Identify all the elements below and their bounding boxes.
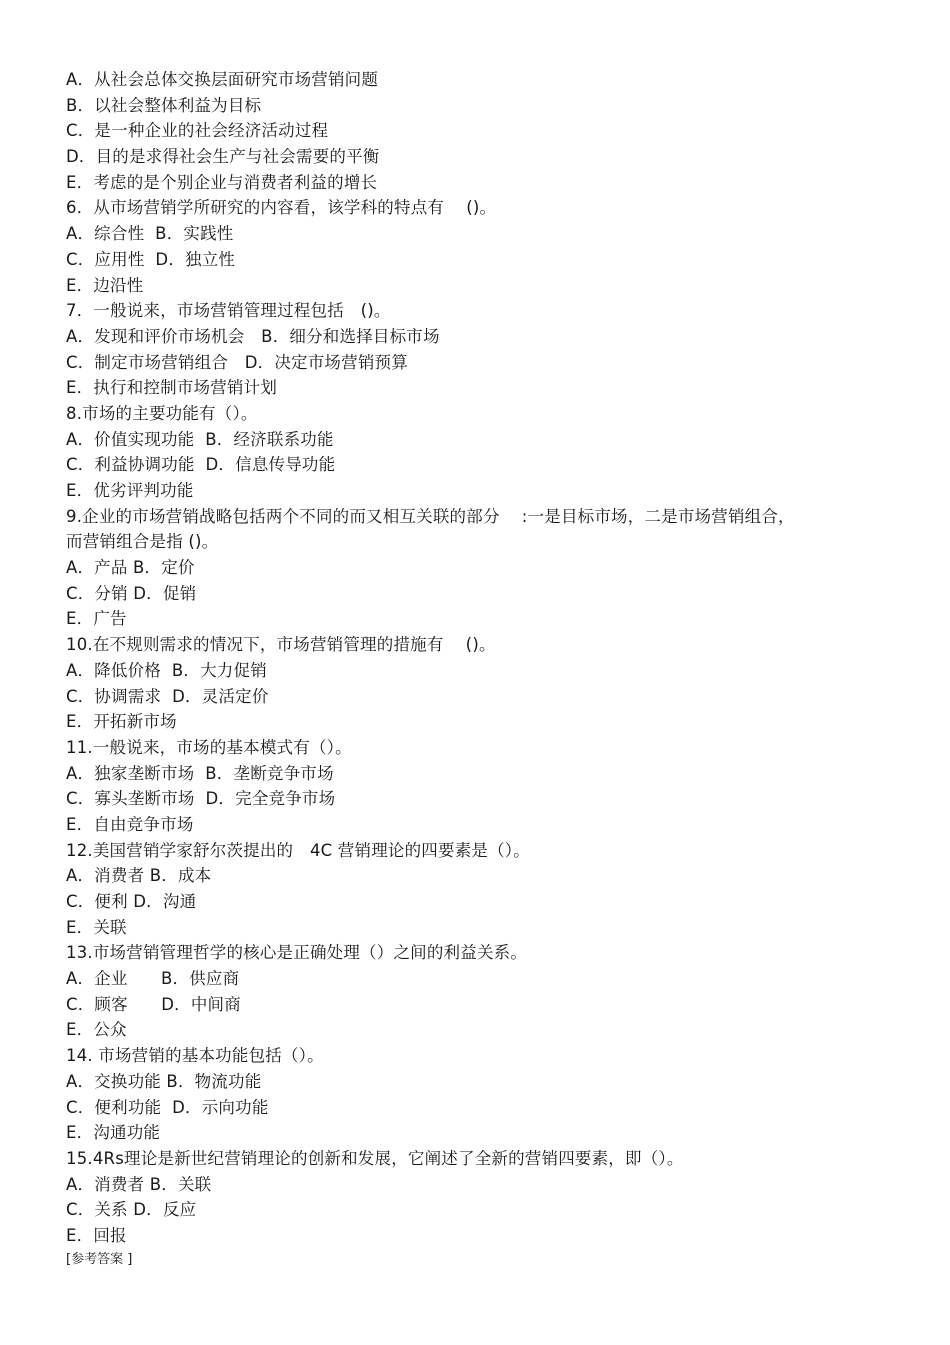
text-line: D．目的是求得社会生产与社会需要的平衡 xyxy=(66,147,380,167)
text-line: A．独家垄断市场 B．垄断竞争市场 xyxy=(66,763,334,783)
text-line: 9.企业的市场营销战略包括两个不同的而又相互关联的部分 :一是目标市场，二是市场营销组合， xyxy=(66,506,795,526)
text-line: E．公众 xyxy=(66,1020,127,1040)
text-line: C．寡头垄断市场 D．完全竞争市场 xyxy=(66,789,336,809)
text-line: E．边沿性 xyxy=(66,275,144,295)
text-line: A．价值实现功能 B．经济联系功能 xyxy=(66,429,334,449)
text-line: C．便利功能 D．示向功能 xyxy=(66,1097,269,1117)
text-line: E．考虑的是个别企业与消费者利益的增长 xyxy=(66,172,378,192)
text-line: E．广告 xyxy=(66,609,127,629)
text-line: 11.一般说来，市场的基本模式有（）。 xyxy=(66,737,352,757)
text-line: E．回报 xyxy=(66,1225,127,1245)
text-line: C．顾客 D．中间商 xyxy=(66,994,241,1014)
text-line: C．制定市场营销组合 D．决定市场营销预算 xyxy=(66,352,408,372)
text-line: C．分销 D．促销 xyxy=(66,583,197,603)
text-line: C．便利 D．沟通 xyxy=(66,892,197,911)
text-line: A．企业 B．供应商 xyxy=(66,969,240,989)
document-page xyxy=(66,67,886,1271)
text-line: 13.市场营销管理哲学的核心是正确处理（）之间的利益关系。 xyxy=(66,943,528,963)
text-line: E．优劣评判功能 xyxy=(66,481,194,500)
text-line: 7．一般说来，市场营销管理过程包括 ()。 xyxy=(66,301,391,321)
text-line: A．消费者 B．关联 xyxy=(66,1174,212,1194)
text-line: E．开拓新市场 xyxy=(66,712,177,732)
text-line: A．降低价格 B．大力促销 xyxy=(66,660,267,680)
text-line: 15.4Rs理论是新世纪营销理论的创新和发展，它阐述了全新的营销四要素，即（）。 xyxy=(66,1148,684,1168)
text-line: E．执行和控制市场营销计划 xyxy=(66,378,278,398)
text-line: 10.在不规则需求的情况下，市场营销管理的措施有 ()。 xyxy=(66,635,496,655)
answer-reference-label: [参考答案 ] xyxy=(66,1251,133,1267)
text-line: E．自由竞争市场 xyxy=(66,814,194,834)
text-line: C．利益协调功能 D．信息传导功能 xyxy=(66,455,336,475)
text-line: C．协调需求 D．灵活定价 xyxy=(66,686,269,706)
text-line: A．消费者 B．成本 xyxy=(66,866,212,886)
text-line: B．以社会整体利益为目标 xyxy=(66,95,262,115)
text-line: E．关联 xyxy=(66,917,127,937)
text-line: 14. 市场营销的基本功能包括（）。 xyxy=(66,1046,324,1066)
text-line: A．产品 B．定价 xyxy=(66,558,195,578)
question-list xyxy=(66,67,886,1249)
text-line: 12.美国营销学家舒尔茨提出的 4C 营销理论的四要素是（）。 xyxy=(66,840,530,860)
text-line: 6．从市场营销学所研究的内容看，该学科的特点有 ()。 xyxy=(66,198,497,218)
text-line: A．发现和评价市场机会 B．细分和选择目标市场 xyxy=(66,326,440,346)
text-line: A．交换功能 B．物流功能 xyxy=(66,1071,262,1091)
text-line: A．从社会总体交换层面研究市场营销问题 xyxy=(66,70,379,89)
text-line: C．是一种企业的社会经济活动过程 xyxy=(66,121,329,141)
text-line: C．应用性 D．独立性 xyxy=(66,249,236,269)
text-line: C．关系 D．反应 xyxy=(66,1200,197,1220)
text-line: A．综合性 B．实践性 xyxy=(66,224,234,244)
text-line: 8.市场的主要功能有（）。 xyxy=(66,403,258,423)
text-line: 而营销组合是指 ()。 xyxy=(66,532,219,552)
text-line: E．沟通功能 xyxy=(66,1123,161,1143)
